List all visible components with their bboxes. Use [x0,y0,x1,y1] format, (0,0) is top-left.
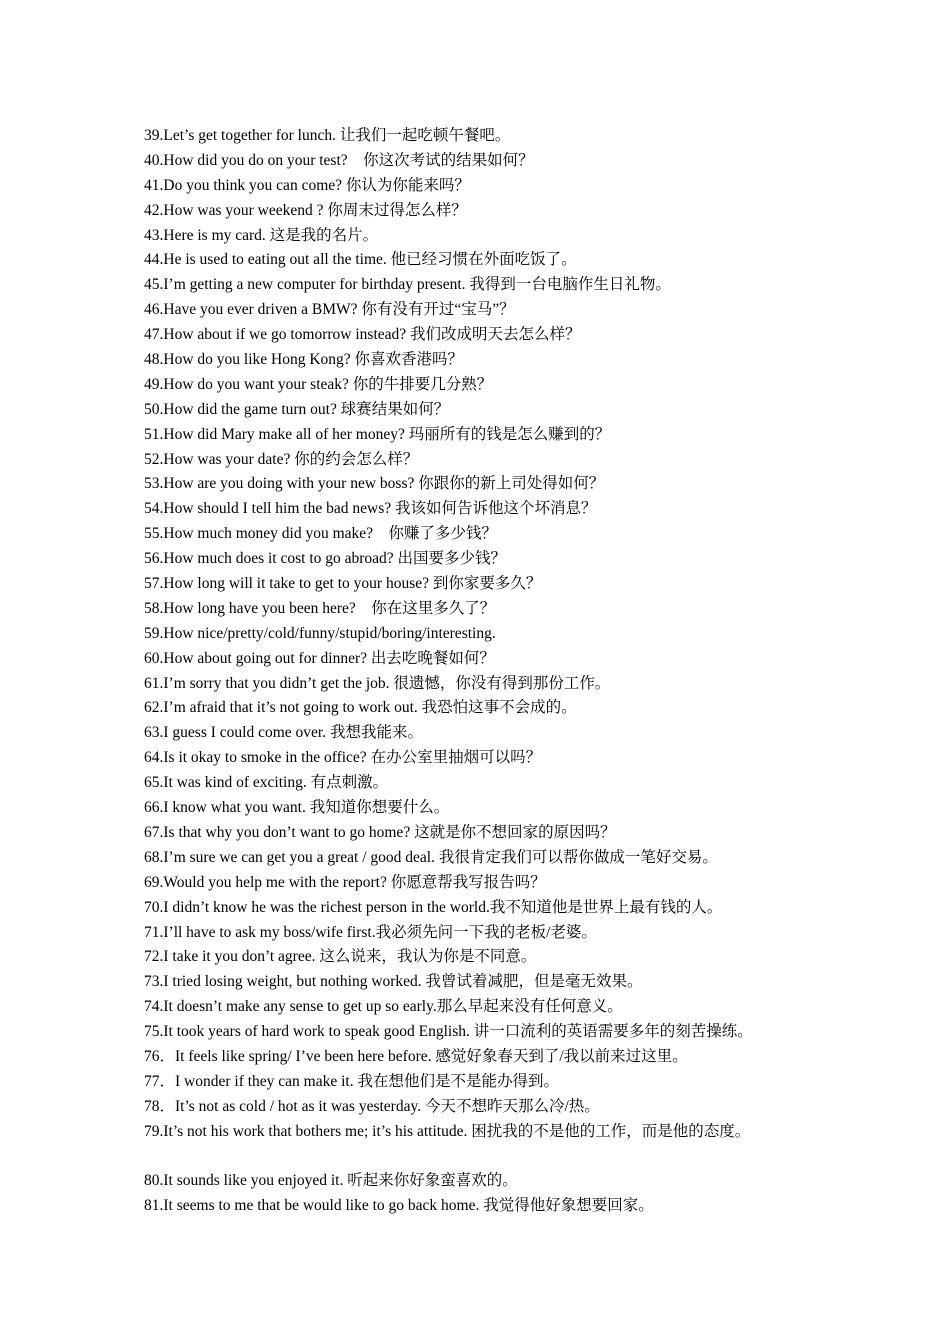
phrase-line: 51.How did Mary make all of her money? 玛丽所有的钱是怎么赚到的？ [144,425,611,443]
phrase-line: 71.I’ll have to ask my boss/wife first.我必须先问一下我的老板/老婆。 [144,923,597,941]
phrase-line: 54.How should I tell him the bad news? 我该如何告诉他这个坏消息？ [144,500,597,518]
phrase-line: 63.I guess I could come over. 我想我能来。 [144,724,423,742]
phrase-line: 43.Here is my card. 这是我的名片。 [144,226,379,244]
phrase-line: 49.How do you want your steak? 你的牛排要几分熟？ [144,375,493,393]
phrase-line: 39.Let’s get together for lunch. 让我们一起吃顿午餐吧。 [144,127,511,144]
phrase-line: 46.Have you ever driven a BMW? 你有没有开过“宝马”？ [144,301,515,319]
phrase-line: 59.How nice/pretty/cold/funny/stupid/boring/interesting. [144,624,496,642]
phrase-line: 77．I wonder if they can make it. 我在想他们是不是能办得到。 [144,1072,559,1090]
phrase-line: 61.I’m sorry that you didn’t get the job. 很遗憾，你没有得到那份工作。 [144,674,611,692]
phrase-line: 62.I’m afraid that it’s not going to work out. 我恐怕这事不会成的。 [144,699,577,717]
phrase-line: 64.Is it okay to smoke in the office? 在办公室里抽烟可以吗？ [144,749,542,767]
phrase-list [144,124,924,1219]
phrase-line: 74.It doesn’t make any sense to get up so early.那么早起来没有任何意义。 [144,998,623,1016]
phrase-line: 48.How do you like Hong Kong? 你喜欢香港吗？ [144,351,464,369]
phrase-line: 81.It seems to me that be would like to go back home. 我觉得他好象想要回家。 [144,1197,654,1215]
phrase-line: 67.Is that why you don’t want to go home? 这就是你不想回家的原因吗？ [144,823,616,841]
phrase-line: 73.I tried losing weight, but nothing worked. 我曾试着减肥，但是毫无效果。 [144,973,643,991]
phrase-line: 42.How was your weekend ? 你周末过得怎么样？ [144,201,467,219]
phrase-line: 78．It’s not as cold / hot as it was yesterday. 今天不想昨天那么冷/热。 [144,1097,600,1115]
phrase-line: 44.He is used to eating out all the time. 他已经习惯在外面吃饭了。 [144,251,577,269]
phrase-line: 66.I know what you want. 我知道你想要什么。 [144,799,450,817]
phrase-line: 58.How long have you been here? 你在这里多久了？ [144,599,496,617]
phrase-line: 65.It was kind of exciting. 有点刺激。 [144,774,389,792]
phrase-line: 53.How are you doing with your new boss? 你跟你的新上司处得如何？ [144,475,605,493]
phrase-line: 52.How was your date? 你的约会怎么样？ [144,450,419,468]
phrase-line: 70.I didn’t know he was the richest person in the world.我不知道他是世界上最有钱的人。 [144,898,723,916]
phrase-line: 45.I’m getting a new computer for birthday present. 我得到一台电脑作生日礼物。 [144,276,671,294]
phrase-line: 68.I’m sure we can get you a great / good deal. 我很肯定我们可以帮你做成一笔好交易。 [144,848,718,866]
phrase-line: 57.How long will it take to get to your house? 到你家要多久？ [144,575,542,593]
phrase-line: 76．It feels like spring/ I’ve been here before. 感觉好象春天到了/我以前来过这里。 [144,1047,688,1065]
phrase-line: 69.Would you help me with the report? 你愿意帮我写报告吗？ [144,873,546,891]
phrase-line: 50.How did the game turn out? 球赛结果如何？ [144,400,450,418]
phrase-line: 56.How much does it cost to go abroad? 出国要多少钱？ [144,550,507,568]
phrase-line: 41.Do you think you can come? 你认为你能来吗？ [144,176,470,194]
phrase-line: 55.How much money did you make? 你赚了多少钱？ [144,525,498,543]
phrase-line: 47.How about if we go tomorrow instead? 我们改成明天去怎么样？ [144,326,581,344]
phrase-line: 72.I take it you don’t agree. 这么说来，我认为你是不同意。 [144,948,537,966]
phrase-line: 60.How about going out for dinner? 出去吃晚餐如何？ [144,649,495,667]
blank-line [144,1145,924,1170]
phrase-line: 75.It took years of hard work to speak good English. 讲一口流利的英语需要多年的刻苦操练。 [144,1023,753,1041]
phrase-line: 79.It’s not his work that bothers me; it’s his attitude. 困扰我的不是他的工作，而是他的态度。 [144,1122,751,1140]
phrase-line: 40.How did you do on your test? 你这次考试的结果如何？ [144,151,534,169]
phrase-line: 80.It sounds like you enjoyed it. 听起来你好象蛮喜欢的。 [144,1172,518,1190]
